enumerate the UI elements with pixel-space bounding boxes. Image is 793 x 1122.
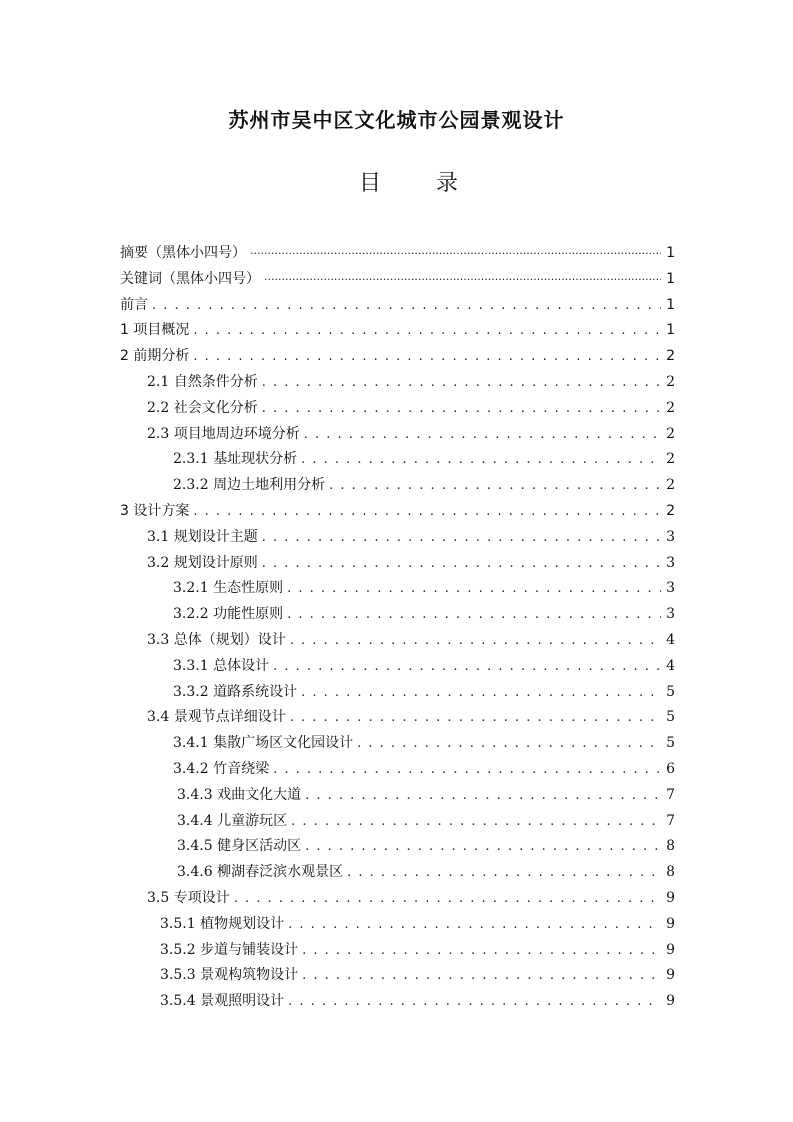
toc-entry[interactable] [120, 628, 675, 654]
toc-dot-leader [193, 499, 661, 525]
toc-entry-page: 2 [666, 502, 675, 519]
toc-dot-leader [347, 860, 661, 886]
toc-entry-page: 1 [666, 270, 675, 287]
toc-entry-label: 3.4.5 健身区活动区 [177, 838, 302, 855]
toc-dot-leader [287, 602, 661, 628]
toc-entry-label: 2.3.2 周边土地利用分析 [173, 477, 326, 494]
toc-entry[interactable] [120, 809, 675, 835]
toc-entry-page: 9 [666, 993, 675, 1010]
toc-dot-leader [357, 731, 661, 757]
toc-entry-page: 3 [666, 580, 675, 597]
toc-dot-leader [273, 654, 661, 680]
toc-entry[interactable] [120, 422, 675, 448]
toc-dot-leader [291, 809, 661, 835]
toc-entry[interactable] [120, 834, 675, 860]
toc-entry-label: 3.4.6 柳湖春泛滨水观景区 [177, 864, 344, 881]
toc-entry-label: 3.4.2 竹音绕梁 [173, 760, 270, 777]
toc-entry[interactable] [120, 705, 675, 731]
toc-entry-page: 2 [666, 477, 675, 494]
toc-entry-page: 3 [666, 554, 675, 571]
toc-dot-leader [305, 834, 661, 860]
toc-entry-label: 3.2.1 生态性原则 [173, 580, 284, 597]
toc-entry-page: 7 [666, 812, 675, 829]
toc-entry-page: 2 [666, 451, 675, 468]
toc-entry-page: 9 [666, 967, 675, 984]
toc-entry-page: 9 [666, 941, 675, 958]
toc-heading: 目 录 [359, 171, 482, 196]
toc-entry-page: 1 [666, 245, 675, 261]
toc-entry-label: 2.3.1 基址现状分析 [173, 451, 298, 468]
toc-entry-page: 2 [666, 373, 675, 390]
toc-dot-leader [305, 783, 661, 809]
toc-entry-page: 5 [666, 683, 675, 700]
toc-entry-label: 2.1 自然条件分析 [147, 373, 258, 390]
toc-entry[interactable] [120, 963, 675, 989]
toc-dot-leader [262, 396, 661, 422]
toc-dot-leader [290, 705, 661, 731]
toc-entry[interactable] [120, 783, 675, 809]
toc-entry[interactable] [120, 654, 675, 680]
toc-entry-page: 4 [666, 657, 675, 674]
toc-entry-page: 4 [666, 631, 675, 648]
toc-entry[interactable] [120, 241, 675, 267]
toc-dot-leader [287, 576, 661, 602]
toc-entry-label: 3.4.1 集散广场区文化园设计 [173, 735, 354, 752]
toc-entry-label: 3.3 总体（规划）设计 [147, 631, 286, 648]
toc-entry[interactable] [120, 912, 675, 938]
toc-entry-label: 2 前期分析 [120, 348, 190, 365]
toc-entry-label: 前言 [120, 296, 148, 313]
toc-entry-page: 2 [666, 348, 675, 365]
toc-entry[interactable] [120, 886, 675, 912]
table-of-contents [120, 241, 675, 1015]
toc-entry-label: 3.4 景观节点详细设计 [147, 709, 286, 726]
toc-entry-label: 3.5.2 步道与铺装设计 [160, 941, 299, 958]
toc-entry-label: 3.5.4 景观照明设计 [160, 993, 285, 1010]
toc-dot-leader [288, 912, 661, 938]
toc-entry[interactable] [120, 396, 675, 422]
toc-entry-label: 3.5 专项设计 [147, 889, 230, 906]
toc-entry-label: 3.5.3 景观构筑物设计 [160, 967, 299, 984]
toc-entry[interactable] [120, 267, 675, 293]
toc-dot-leader [250, 241, 661, 267]
toc-entry[interactable] [120, 938, 675, 964]
document-title: 苏州市吴中区文化城市公园景观设计 [228, 108, 565, 132]
toc-dot-leader [304, 422, 661, 448]
toc-entry[interactable] [120, 473, 675, 499]
toc-dot-leader [264, 267, 661, 293]
toc-dot-leader [234, 886, 661, 912]
toc-entry-page: 2 [666, 425, 675, 442]
toc-entry[interactable] [120, 989, 675, 1015]
toc-dot-leader [290, 628, 661, 654]
toc-dot-leader [262, 551, 661, 577]
toc-entry-page: 5 [666, 735, 675, 752]
toc-entry-label: 3.3.2 道路系统设计 [173, 683, 298, 700]
toc-entry-label: 2.3 项目地周边环境分析 [147, 425, 300, 442]
toc-dot-leader [301, 447, 661, 473]
toc-dot-leader [302, 963, 661, 989]
toc-entry-label: 3.4.4 儿童游玩区 [177, 812, 288, 829]
toc-entry-page: 8 [666, 838, 675, 855]
toc-entry-label: 1 项目概况 [120, 322, 190, 339]
toc-entry-page: 6 [666, 760, 675, 777]
toc-entry-page: 7 [666, 786, 675, 803]
toc-entry[interactable] [120, 370, 675, 396]
toc-entry-label: 3.2 规划设计原则 [147, 554, 258, 571]
toc-dot-leader [152, 293, 661, 319]
toc-entry-label: 3 设计方案 [120, 502, 190, 519]
toc-entry-label: 3.2.2 功能性原则 [173, 606, 284, 623]
toc-entry-label: 摘要（黑体小四号） [120, 245, 246, 261]
toc-entry-page: 5 [666, 709, 675, 726]
toc-dot-leader [262, 370, 661, 396]
toc-entry-page: 2 [666, 399, 675, 416]
toc-entry[interactable] [120, 344, 675, 370]
toc-entry[interactable] [120, 293, 675, 319]
toc-entry[interactable] [120, 680, 675, 706]
toc-entry[interactable] [120, 551, 675, 577]
toc-dot-leader [301, 680, 661, 706]
toc-dot-leader [288, 989, 661, 1015]
toc-entry-page: 9 [666, 889, 675, 906]
toc-entry[interactable] [120, 860, 675, 886]
toc-entry-page: 3 [666, 606, 675, 623]
toc-dot-leader [302, 938, 661, 964]
toc-entry-page: 3 [666, 528, 675, 545]
toc-entry-label: 3.1 规划设计主题 [147, 528, 258, 545]
toc-entry-page: 1 [666, 322, 675, 339]
toc-entry[interactable] [120, 499, 675, 525]
toc-dot-leader [273, 757, 661, 783]
toc-entry-label: 2.2 社会文化分析 [147, 399, 258, 416]
toc-entry[interactable] [120, 576, 675, 602]
toc-entry[interactable] [120, 602, 675, 628]
toc-dot-leader [262, 525, 661, 551]
toc-entry[interactable] [120, 731, 675, 757]
toc-entry[interactable] [120, 757, 675, 783]
toc-entry[interactable] [120, 447, 675, 473]
toc-entry-label: 3.4.3 戏曲文化大道 [177, 786, 302, 803]
toc-entry-label: 关键词（黑体小四号） [120, 270, 260, 287]
toc-entry[interactable] [120, 318, 675, 344]
toc-dot-leader [329, 473, 661, 499]
toc-entry[interactable] [120, 525, 675, 551]
toc-entry-page: 9 [666, 915, 675, 932]
toc-entry-page: 1 [666, 296, 675, 313]
toc-entry-label: 3.5.1 植物规划设计 [160, 915, 285, 932]
toc-entry-label: 3.3.1 总体设计 [173, 657, 270, 674]
toc-entry-page: 8 [666, 864, 675, 881]
toc-dot-leader [193, 318, 661, 344]
toc-dot-leader [193, 344, 661, 370]
